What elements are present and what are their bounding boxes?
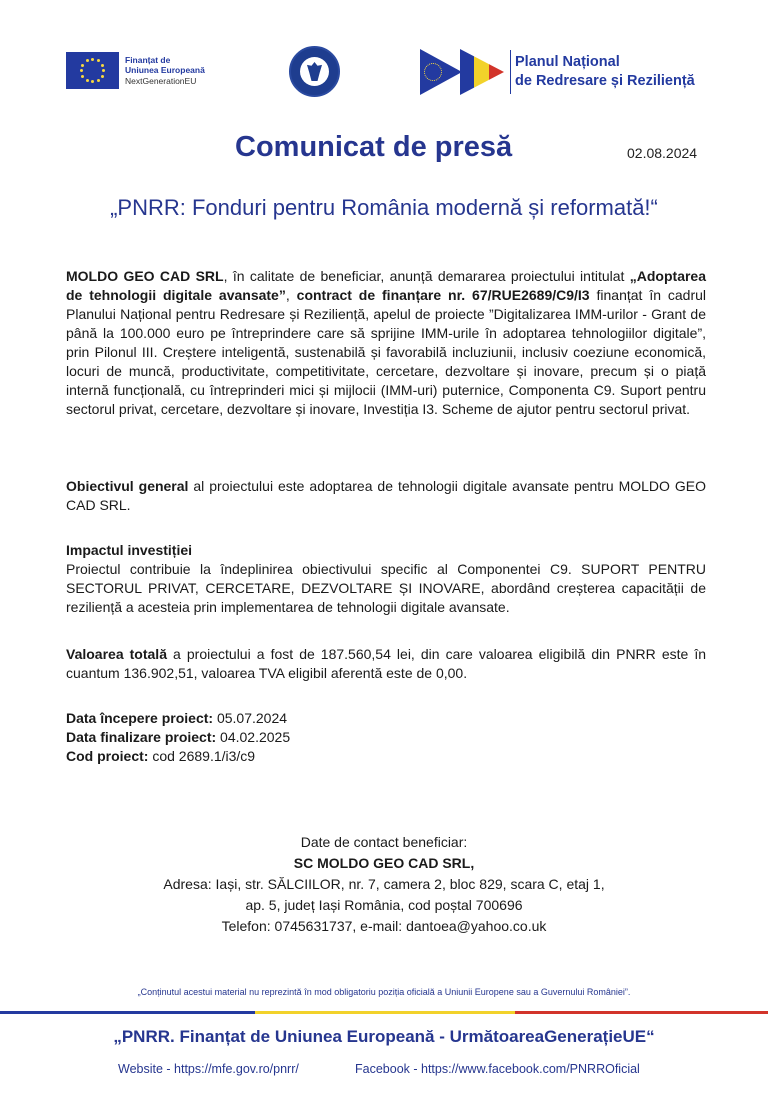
impact-text: Proiectul contribuie la îndeplinirea obiectivului specific al Componentei C9. SUPORT PENTRU SECTORUL PRIVAT, CERCETARE, DEZVOLTARE ȘI INOVARE, abordând creșterea capacității de reziliență a acesteia prin implementarea de tehnologii digitale avansate. bbox=[66, 561, 706, 615]
pnrr-logo bbox=[420, 49, 695, 95]
contract-number: contract de finanțare nr. 67/RUE2689/C9/I3 bbox=[296, 287, 590, 303]
eu-flag-icon bbox=[66, 52, 119, 89]
objective-paragraph: Obiectivul general al proiectului este adoptarea de tehnologii digitale avansate pentru MOLDO GEO CAD SRL. bbox=[66, 478, 706, 513]
total-value-label: Valoarea totală bbox=[66, 646, 167, 662]
page-title: Comunicat de presă bbox=[235, 131, 513, 163]
footer-slogan: „PNRR. Finanțat de Uniunea Europeană - UrmătoareaGenerațieUE“ bbox=[113, 1027, 655, 1046]
subtitle: „PNRR: Fonduri pentru România modernă și reformată!“ bbox=[110, 195, 658, 220]
logo-divider bbox=[510, 50, 511, 94]
pnrr-logo-line1: Planul Național bbox=[515, 54, 620, 70]
contact-block bbox=[0, 832, 768, 937]
pnrr-arrows-icon bbox=[420, 49, 504, 95]
disclaimer: „Conținutul acestui material nu reprezintă în mod obligatoriu poziția oficială a Uniunii Europene sau a Guvernului României”. bbox=[137, 987, 631, 997]
website-link[interactable]: Website - https://mfe.gov.ro/pnrr/ bbox=[118, 1062, 299, 1076]
facebook-link[interactable]: Facebook - https://www.facebook.com/PNRROficial bbox=[355, 1062, 640, 1076]
contact-company: SC MOLDO GEO CAD SRL, bbox=[293, 855, 475, 871]
header-logos bbox=[0, 46, 768, 98]
intro-paragraph: MOLDO GEO CAD SRL, în calitate de beneficiar, anunță demararea proiectului intitulat „Adoptarea de tehnologii digitale avansate”, contract de finanțare nr. 67/RUE2689/C9/I3 finanțat în cadrul Planului Național pentru Redresare și Reziliență, apelul de proiecte ”Digitalizarea IMM-urilor - Grant de până la 100.000 euro pe întreprindere care să sprijine IMM-urile în adoptarea tehnologiilor digitale”, prin Pilonul III. Creștere inteligentă, sustenabilă și favorabilă incluziunii, inclusiv coeziune economică, locuri de muncă, productivitate, competitivitate, cercetare, dezvoltare și inovare, precum și o piață internă funcțională, cu întreprinderi mici și mijlocii (IMM-uri) puternice, Componenta C9. Suport pentru sectorul privat, cercetare, dezvoltare și inovare, Investiția I3. Scheme de ajutor pentru sectorul privat. bbox=[66, 268, 707, 417]
total-value-paragraph: Valoarea totală a proiectului a fost de 187.560,54 lei, din care valoarea eligibilă din PNRR este în cuantum 136.902,51, valoarea TVA eligibil aferentă este de 0,00. bbox=[66, 646, 707, 681]
tricolor-divider bbox=[0, 1011, 768, 1014]
end-date-row: Data finalizare proiect: 04.02.2025 bbox=[66, 729, 291, 745]
start-date-row: Data începere proiect: 05.07.2024 bbox=[66, 710, 288, 726]
project-title: „Adoptarea de tehnologii digitale avansate” bbox=[66, 268, 706, 303]
company-name: MOLDO GEO CAD SRL bbox=[66, 268, 224, 284]
guvernul-romaniei-seal-icon bbox=[289, 46, 340, 97]
press-release-date: 02.08.2024 bbox=[627, 145, 698, 161]
impact-section bbox=[66, 541, 706, 617]
contact-phone-email: Telefon: 0745631737, e-mail: dantoea@yahoo.co.uk bbox=[221, 918, 547, 934]
contact-address-1: Adresa: Iași, str. SĂLCIILOR, nr. 7, camera 2, bloc 829, scara C, etaj 1, bbox=[163, 876, 605, 892]
eu-logo-line2: Uniunea Europeană bbox=[125, 65, 205, 76]
pnrr-logo-line2: de Redresare și Reziliență bbox=[515, 73, 695, 89]
eu-funding-logo bbox=[66, 52, 205, 89]
project-code-row: Cod proiect: cod 2689.1/i3/c9 bbox=[66, 748, 256, 764]
objective-label: Obiectivul general bbox=[66, 478, 189, 494]
contact-heading: Date de contact beneficiar: bbox=[300, 834, 468, 850]
project-dates bbox=[66, 709, 706, 766]
impact-heading: Impactul investiției bbox=[66, 542, 193, 558]
eu-logo-line3: NextGenerationEU bbox=[125, 75, 197, 86]
eu-logo-line1: Finanțat de bbox=[125, 54, 171, 65]
contact-address-2: ap. 5, județ Iași România, cod poștal 700696 bbox=[245, 897, 523, 913]
